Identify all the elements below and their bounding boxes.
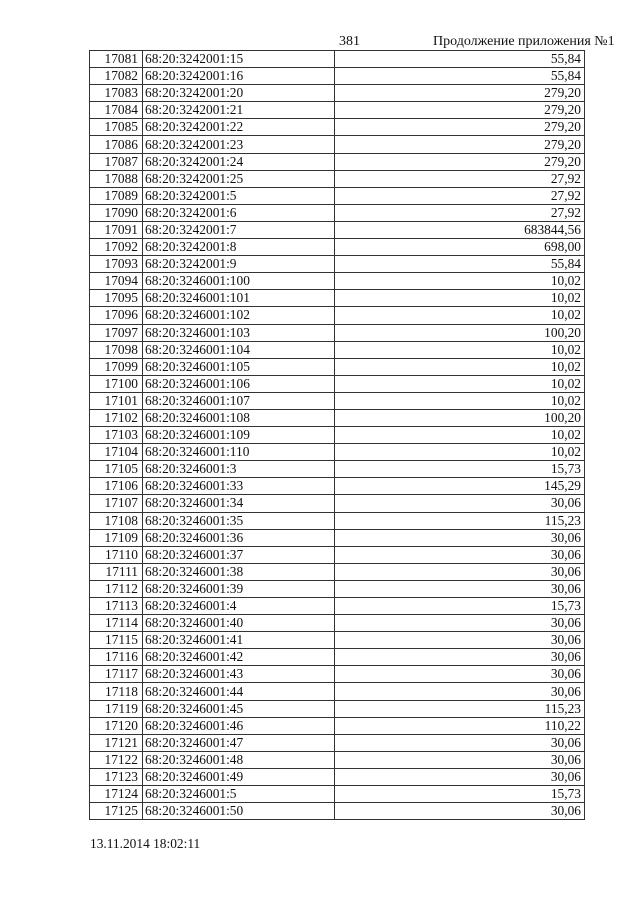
- value-cell: 30,06: [335, 563, 585, 580]
- row-number-cell: 17111: [90, 563, 143, 580]
- table-row: [90, 239, 585, 256]
- row-number-cell: 17119: [90, 700, 143, 717]
- value-cell: 27,92: [335, 170, 585, 187]
- value-cell: 30,06: [335, 734, 585, 751]
- row-number-cell: 17088: [90, 170, 143, 187]
- cadastral-number-cell: 68:20:3246001:106: [143, 375, 335, 392]
- table-row: [90, 461, 585, 478]
- row-number-cell: 17103: [90, 427, 143, 444]
- value-cell: 30,06: [335, 546, 585, 563]
- row-number-cell: 17100: [90, 375, 143, 392]
- row-number-cell: 17120: [90, 717, 143, 734]
- cadastral-number-cell: 68:20:3246001:45: [143, 700, 335, 717]
- value-cell: 15,73: [335, 786, 585, 803]
- value-cell: 145,29: [335, 478, 585, 495]
- value-cell: 115,23: [335, 700, 585, 717]
- table-row: [90, 68, 585, 85]
- row-number-cell: 17124: [90, 786, 143, 803]
- cadastral-number-cell: 68:20:3246001:35: [143, 512, 335, 529]
- cadastral-number-cell: 68:20:3246001:102: [143, 307, 335, 324]
- table-row: [90, 717, 585, 734]
- table-row: [90, 751, 585, 768]
- row-number-cell: 17099: [90, 358, 143, 375]
- row-number-cell: 17110: [90, 546, 143, 563]
- value-cell: 55,84: [335, 51, 585, 68]
- row-number-cell: 17094: [90, 273, 143, 290]
- value-cell: 30,06: [335, 529, 585, 546]
- table-row: [90, 307, 585, 324]
- table-row: [90, 341, 585, 358]
- row-number-cell: 17107: [90, 495, 143, 512]
- cadastral-number-cell: 68:20:3246001:36: [143, 529, 335, 546]
- row-number-cell: 17123: [90, 768, 143, 785]
- cadastral-number-cell: 68:20:3242001:5: [143, 187, 335, 204]
- value-cell: 10,02: [335, 290, 585, 307]
- value-cell: 30,06: [335, 683, 585, 700]
- table-row: [90, 153, 585, 170]
- cadastral-number-cell: 68:20:3246001:47: [143, 734, 335, 751]
- table-row: [90, 170, 585, 187]
- row-number-cell: 17105: [90, 461, 143, 478]
- row-number-cell: 17117: [90, 666, 143, 683]
- table-row: [90, 290, 585, 307]
- cadastral-number-cell: 68:20:3246001:42: [143, 649, 335, 666]
- cadastral-number-cell: 68:20:3242001:9: [143, 256, 335, 273]
- value-cell: 30,06: [335, 632, 585, 649]
- table-row: [90, 580, 585, 597]
- table-row: [90, 700, 585, 717]
- value-cell: 30,06: [335, 615, 585, 632]
- table-row: [90, 221, 585, 238]
- cadastral-number-cell: 68:20:3242001:24: [143, 153, 335, 170]
- register-table-body: [90, 51, 585, 820]
- cadastral-number-cell: 68:20:3246001:100: [143, 273, 335, 290]
- table-row: [90, 649, 585, 666]
- row-number-cell: 17125: [90, 803, 143, 820]
- row-number-cell: 17104: [90, 444, 143, 461]
- row-number-cell: 17095: [90, 290, 143, 307]
- value-cell: 15,73: [335, 461, 585, 478]
- table-row: [90, 563, 585, 580]
- value-cell: 279,20: [335, 102, 585, 119]
- row-number-cell: 17122: [90, 751, 143, 768]
- value-cell: 683844,56: [335, 221, 585, 238]
- table-row: [90, 85, 585, 102]
- value-cell: 279,20: [335, 119, 585, 136]
- cadastral-number-cell: 68:20:3242001:8: [143, 239, 335, 256]
- value-cell: 10,02: [335, 273, 585, 290]
- table-row: [90, 683, 585, 700]
- continuation-label: Продолжение приложения №1: [433, 34, 615, 49]
- cadastral-number-cell: 68:20:3246001:50: [143, 803, 335, 820]
- table-row: [90, 768, 585, 785]
- row-number-cell: 17084: [90, 102, 143, 119]
- row-number-cell: 17116: [90, 649, 143, 666]
- cadastral-number-cell: 68:20:3246001:46: [143, 717, 335, 734]
- cadastral-number-cell: 68:20:3246001:48: [143, 751, 335, 768]
- row-number-cell: 17112: [90, 580, 143, 597]
- value-cell: 115,23: [335, 512, 585, 529]
- value-cell: 30,06: [335, 495, 585, 512]
- cadastral-number-cell: 68:20:3246001:41: [143, 632, 335, 649]
- value-cell: 110,22: [335, 717, 585, 734]
- table-row: [90, 529, 585, 546]
- value-cell: 55,84: [335, 68, 585, 85]
- cadastral-number-cell: 68:20:3242001:16: [143, 68, 335, 85]
- row-number-cell: 17109: [90, 529, 143, 546]
- cadastral-number-cell: 68:20:3242001:6: [143, 204, 335, 221]
- value-cell: 10,02: [335, 307, 585, 324]
- table-row: [90, 444, 585, 461]
- row-number-cell: 17118: [90, 683, 143, 700]
- value-cell: 30,06: [335, 751, 585, 768]
- table-row: [90, 495, 585, 512]
- table-row: [90, 187, 585, 204]
- cadastral-number-cell: 68:20:3246001:105: [143, 358, 335, 375]
- value-cell: 100,20: [335, 409, 585, 426]
- value-cell: 27,92: [335, 204, 585, 221]
- cadastral-number-cell: 68:20:3246001:104: [143, 341, 335, 358]
- value-cell: 279,20: [335, 153, 585, 170]
- value-cell: 30,06: [335, 666, 585, 683]
- value-cell: 30,06: [335, 580, 585, 597]
- register-table: [89, 50, 585, 820]
- cadastral-number-cell: 68:20:3246001:44: [143, 683, 335, 700]
- cadastral-number-cell: 68:20:3246001:33: [143, 478, 335, 495]
- row-number-cell: 17086: [90, 136, 143, 153]
- table-row: [90, 324, 585, 341]
- table-row: [90, 803, 585, 820]
- cadastral-number-cell: 68:20:3246001:103: [143, 324, 335, 341]
- row-number-cell: 17081: [90, 51, 143, 68]
- table-row: [90, 734, 585, 751]
- table-row: [90, 102, 585, 119]
- row-number-cell: 17101: [90, 392, 143, 409]
- cadastral-number-cell: 68:20:3246001:37: [143, 546, 335, 563]
- row-number-cell: 17102: [90, 409, 143, 426]
- table-row: [90, 546, 585, 563]
- row-number-cell: 17090: [90, 204, 143, 221]
- table-row: [90, 119, 585, 136]
- cadastral-number-cell: 68:20:3246001:108: [143, 409, 335, 426]
- table-row: [90, 632, 585, 649]
- cadastral-number-cell: 68:20:3246001:4: [143, 598, 335, 615]
- value-cell: 10,02: [335, 427, 585, 444]
- cadastral-number-cell: 68:20:3246001:43: [143, 666, 335, 683]
- row-number-cell: 17089: [90, 187, 143, 204]
- row-number-cell: 17121: [90, 734, 143, 751]
- cadastral-number-cell: 68:20:3246001:101: [143, 290, 335, 307]
- value-cell: 55,84: [335, 256, 585, 273]
- table-row: [90, 786, 585, 803]
- table-row: [90, 136, 585, 153]
- print-timestamp: 13.11.2014 18:02:11: [90, 836, 201, 851]
- cadastral-number-cell: 68:20:3246001:40: [143, 615, 335, 632]
- row-number-cell: 17096: [90, 307, 143, 324]
- cadastral-number-cell: 68:20:3242001:23: [143, 136, 335, 153]
- table-row: [90, 204, 585, 221]
- cadastral-number-cell: 68:20:3246001:49: [143, 768, 335, 785]
- table-row: [90, 273, 585, 290]
- table-row: [90, 512, 585, 529]
- value-cell: 30,06: [335, 649, 585, 666]
- table-row: [90, 409, 585, 426]
- value-cell: 27,92: [335, 187, 585, 204]
- row-number-cell: 17115: [90, 632, 143, 649]
- value-cell: 279,20: [335, 85, 585, 102]
- row-number-cell: 17098: [90, 341, 143, 358]
- value-cell: 30,06: [335, 768, 585, 785]
- table-row: [90, 375, 585, 392]
- cadastral-number-cell: 68:20:3246001:3: [143, 461, 335, 478]
- row-number-cell: 17097: [90, 324, 143, 341]
- value-cell: 10,02: [335, 341, 585, 358]
- table-row: [90, 666, 585, 683]
- cadastral-number-cell: 68:20:3242001:21: [143, 102, 335, 119]
- cadastral-number-cell: 68:20:3246001:38: [143, 563, 335, 580]
- value-cell: 10,02: [335, 392, 585, 409]
- cadastral-number-cell: 68:20:3242001:15: [143, 51, 335, 68]
- cadastral-number-cell: 68:20:3242001:22: [143, 119, 335, 136]
- value-cell: 15,73: [335, 598, 585, 615]
- value-cell: 30,06: [335, 803, 585, 820]
- value-cell: 10,02: [335, 358, 585, 375]
- row-number-cell: 17091: [90, 221, 143, 238]
- table-row: [90, 478, 585, 495]
- value-cell: 698,00: [335, 239, 585, 256]
- cadastral-number-cell: 68:20:3242001:7: [143, 221, 335, 238]
- row-number-cell: 17087: [90, 153, 143, 170]
- cadastral-number-cell: 68:20:3246001:110: [143, 444, 335, 461]
- table-row: [90, 598, 585, 615]
- row-number-cell: 17082: [90, 68, 143, 85]
- value-cell: 100,20: [335, 324, 585, 341]
- value-cell: 279,20: [335, 136, 585, 153]
- row-number-cell: 17114: [90, 615, 143, 632]
- row-number-cell: 17093: [90, 256, 143, 273]
- row-number-cell: 17083: [90, 85, 143, 102]
- cadastral-number-cell: 68:20:3246001:34: [143, 495, 335, 512]
- row-number-cell: 17108: [90, 512, 143, 529]
- cadastral-number-cell: 68:20:3246001:39: [143, 580, 335, 597]
- table-row: [90, 256, 585, 273]
- row-number-cell: 17106: [90, 478, 143, 495]
- cadastral-number-cell: 68:20:3246001:107: [143, 392, 335, 409]
- cadastral-number-cell: 68:20:3246001:5: [143, 786, 335, 803]
- table-row: [90, 51, 585, 68]
- table-row: [90, 392, 585, 409]
- cadastral-number-cell: 68:20:3242001:25: [143, 170, 335, 187]
- cadastral-number-cell: 68:20:3246001:109: [143, 427, 335, 444]
- page-number: 381: [339, 34, 360, 49]
- table-row: [90, 358, 585, 375]
- row-number-cell: 17085: [90, 119, 143, 136]
- value-cell: 10,02: [335, 375, 585, 392]
- cadastral-number-cell: 68:20:3242001:20: [143, 85, 335, 102]
- row-number-cell: 17113: [90, 598, 143, 615]
- row-number-cell: 17092: [90, 239, 143, 256]
- table-row: [90, 427, 585, 444]
- table-row: [90, 615, 585, 632]
- value-cell: 10,02: [335, 444, 585, 461]
